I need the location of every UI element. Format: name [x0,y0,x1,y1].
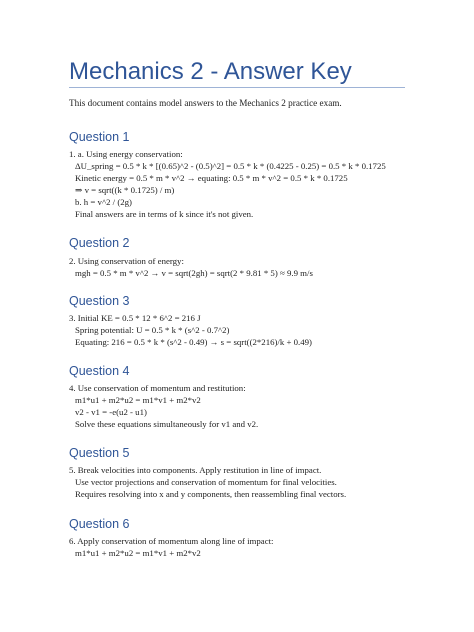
answer-line: 3. Initial KE = 0.5 * 12 * 6^2 = 216 J [69,313,201,323]
answer-line: Equating: 216 = 0.5 * k * (s^2 - 0.49) → s = sqrt((2*216)/k + 0.49) [75,337,312,347]
answer-line: m1*u1 + m2*u2 = m1*v1 + m2*v2 [75,395,201,405]
answer-line: 1. a. Using energy conservation: [69,149,183,159]
answer-line: ΔU_spring = 0.5 * k * [(0.65)^2 - (0.5)^2] = 0.5 * k * (0.4225 - 0.25) = 0.5 * k * 0.1725 [75,161,386,171]
question-1-answer [69,148,386,220]
answer-line: Kinetic energy = 0.5 * m * v^2 → equating: 0.5 * m * v^2 = 0.5 * k * 0.1725 [75,173,348,183]
answer-line: b. h = v^2 / (2g) [75,197,132,207]
document-title: Mechanics 2 - Answer Key [69,58,352,85]
answer-line: Requires resolving into x and y components, then reassembling final vectors. [75,489,347,499]
answer-line: mgh = 0.5 * m * v^2 → v = sqrt(2gh) = sqrt(2 * 9.81 * 5) ≈ 9.9 m/s [75,268,313,278]
question-2-heading: Question 2 [69,236,130,250]
question-6-heading: Question 6 [69,517,130,531]
question-5-heading: Question 5 [69,446,130,460]
answer-line: Spring potential: U = 0.5 * k * (s^2 - 0.7^2) [75,325,230,335]
question-3-answer [69,312,312,348]
answer-line: Final answers are in terms of k since it's not given. [75,209,254,219]
answer-line: ⇒ v = sqrt((k * 0.1725) / m) [75,185,175,195]
answer-line: 4. Use conservation of momentum and restitution: [69,383,246,393]
answer-line: 5. Break velocities into components. Apply restitution in line of impact. [69,465,322,475]
question-2-answer [69,255,313,279]
answer-line: v2 - v1 = -e(u2 - u1) [75,407,147,417]
question-1-heading: Question 1 [69,130,130,144]
answer-line: Solve these equations simultaneously for v1 and v2. [75,419,259,429]
intro-paragraph: This document contains model answers to the Mechanics 2 practice exam. [69,98,342,108]
answer-line: Use vector projections and conservation of momentum for final velocities. [75,477,337,487]
question-4-heading: Question 4 [69,364,130,378]
question-4-answer [69,382,258,430]
answer-line: m1*u1 + m2*u2 = m1*v1 + m2*v2 [75,548,201,558]
answer-line: 6. Apply conservation of momentum along line of impact: [69,536,274,546]
answer-line: 2. Using conservation of energy: [69,256,184,266]
question-3-heading: Question 3 [69,294,130,308]
question-5-answer [69,464,346,500]
question-6-answer [69,535,274,559]
title-underline [69,87,405,88]
